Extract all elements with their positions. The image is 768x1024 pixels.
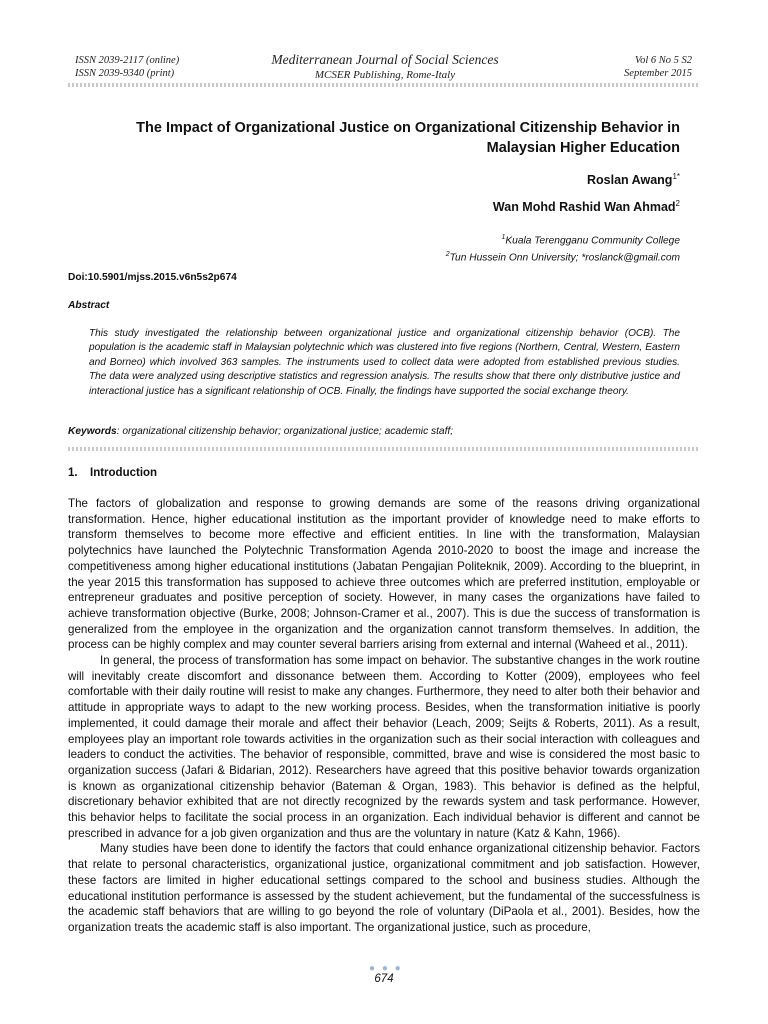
- affiliation-1: [446, 231, 680, 248]
- author-name: Roslan Awang: [587, 173, 673, 188]
- author-marker: 2: [675, 199, 680, 208]
- issue-date: September 2015: [624, 68, 692, 79]
- affiliation-marker: 2: [445, 250, 450, 258]
- running-header-journal: [220, 51, 550, 83]
- author-name: Wan Mohd Rashid Wan Ahmad: [492, 200, 676, 215]
- publisher-name: MCSER Publishing, Rome-Italy: [314, 69, 456, 81]
- paragraph-3: Many studies have been done to identify the factors that could enhance organizational citizenship behavior. Factors that relate to personal characteristics, organizational justice, organizational commitment and job satisfaction. However, these factors are limited in higher educational settings compared to the school and business studies. Although the educational institution performance is assessed by the student achievement, but the fundamental of the successfulness is the academic staff behaviors that are willing to go beyond the role of voluntary (DiPaola et al., 2001). Besides, how the organization treats the academic staff is also important. The organizational justice, such as procedure,: [68, 842, 700, 934]
- author-2: [493, 199, 680, 214]
- running-header-issn: [75, 54, 179, 80]
- volume-issue: Vol 6 No 5 S2: [634, 55, 692, 66]
- keywords-label: Keywords: [68, 426, 117, 437]
- abstract-text: This study investigated the relationship between organizational justice and organizational citizenship behavior (OCB). The population is the academic staff in Malaysian polytechnic which was clustered into five regions (Northern, Central, Western, Eastern and Borneo) which involved 363 samples. The instruments used to collect data were adopted from established previous studies. The data were analyzed using descriptive statistics and regression analysis. The results show that there only distributive justice and interactional justice has a significant relationship of OCB. Finally, the findings have supported the social exchange theory.: [89, 328, 680, 397]
- paragraph-1: The factors of globalization and response to growing demands are some of the reasons driving organizational transformation. Hence, higher educational institution as the important provider of knowledge need to make efforts to transform themselves to become more effective and efficient entities. In line with the transformation, Malaysian polytechnics have launched the Polytechnic Transformation Agenda 2010-2020 to boost the image and increase the competitiveness among higher educational institutions (Jabatan Pengajian Politeknik, 2009). According to the blueprint, in the year 2015 this transformation has supposed to achieve three outcomes which are preferred institution, employable or entrepreneur graduates and positive perception of society. However, in many cases the organizations have failed to achieve transformation objective (Burke, 2008; Johnson-Cramer et al., 2007). This is due the success of transformation is generalized from the employee in the organization and the organization cannot transform themselves. In addition, the process can be highly complex and may counter several barriers arising from external and internal (Waheed et al., 2011).: [68, 497, 700, 652]
- affiliations: [446, 231, 680, 265]
- section-title: Introduction: [90, 467, 158, 479]
- page-number: 674: [374, 973, 394, 985]
- affiliation-text: Kuala Terengganu Community College: [505, 235, 680, 247]
- journal-name: Mediterranean Journal of Social Sciences: [271, 52, 499, 67]
- abstract-divider: [68, 447, 700, 451]
- keywords: [68, 426, 453, 437]
- doi: Doi:10.5901/mjss.2015.v6n5s2p674: [68, 272, 237, 283]
- issn-print: ISSN 2039-9340 (print): [75, 68, 175, 79]
- header-divider: [68, 83, 700, 87]
- page-ornament-dots: ● ● ●: [369, 963, 403, 974]
- paragraph-2: In general, the process of transformation has some impact on behavior. The substantive changes in the work routine will inevitably create discomfort and dissonance between them. According to Kotter (2009), employees who feel comfortable with their daily routine will resist to make any changes. Furthermore, they need to alter both their behavior and attitude in appropriate ways to adapt to the new working process. Besides, when the transformation initiative is poorly implemented, it could damage their morale and affect their behavior (Leach, 2009; Seijts & Roberts, 2011). As a result, employees play an important role towards activities in the organization such as their social interaction with colleagues and leaders to conduct the activities. The behavior of responsible, committed, brave and wise is considered the most basic to organization success (Jafari & Bidarian, 2012). Researchers have agreed that this positive behavior towards organization is known as organizational citizenship behavior (Bateman & Organ, 1983). This behavior is defined as the helpful, discretionary behavior exhibited that are not directly recognized by the rewards system and task performance. However, this behavior helps to facilitate the social process in an organization. Each individual behavior is different and cannot be prescribed in advance for a job given organization and thus are the voluntary in nature (Katz & Kahn, 1966).: [68, 654, 700, 840]
- issn-online: ISSN 2039-2117 (online): [75, 55, 180, 66]
- running-header-volume: [624, 54, 692, 80]
- author-marker: 1*: [672, 172, 680, 181]
- section-number: 1.: [68, 467, 78, 479]
- author-1: [587, 172, 680, 187]
- abstract-heading: Abstract: [68, 300, 110, 311]
- paper-title: [80, 118, 680, 158]
- affiliation-marker: 1: [501, 234, 506, 241]
- affiliation-2: [446, 248, 680, 265]
- title-line-1: The Impact of Organizational Justice on Organizational Citizenship Behavior in: [136, 120, 680, 136]
- keywords-text: : organizational citizenship behavior; organizational justice; academic staff;: [116, 426, 454, 437]
- body-text: [68, 496, 700, 936]
- title-line-2: Malaysian Higher Education: [486, 140, 680, 156]
- affiliation-text: Tun Hussein Onn University; *roslanck@gmail.com: [449, 252, 680, 264]
